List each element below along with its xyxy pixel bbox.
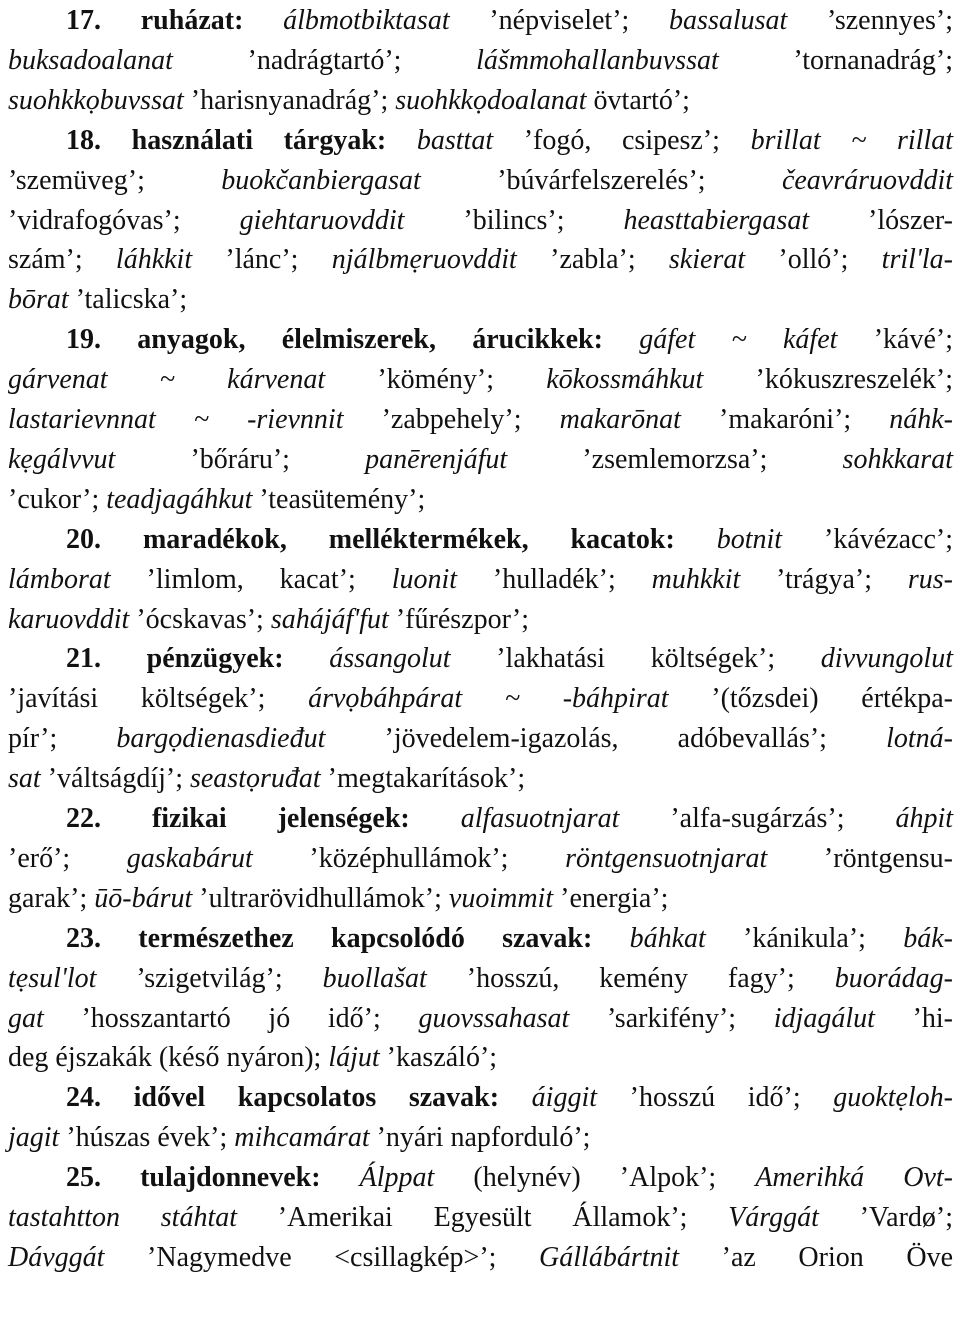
text-line [8, 761, 953, 797]
sami-term: gaskabárut [126, 842, 253, 874]
sami-term: ūō-bárut [94, 882, 193, 914]
sami-term: alfasuotnjarat [460, 803, 620, 834]
sami-term: tẹsul'lot [8, 962, 97, 994]
gloss-text: ’Nagymedve <csillagkép>’; [104, 1241, 540, 1273]
gloss-text: ’javítási költségek’; [8, 683, 309, 715]
gloss-text: ’erő’; [8, 842, 127, 874]
sami-term: lotná- [886, 723, 953, 755]
sami-term: sohkkarat [842, 443, 953, 475]
text-line [8, 522, 953, 558]
gloss-text [675, 524, 717, 555]
gloss-text: ’hulladék’; [457, 563, 652, 595]
sami-term: njálbmẹruovddit [331, 244, 517, 276]
gloss-text: ’hi- [874, 1002, 953, 1034]
gloss-text: ’tornanadrág’; [718, 44, 954, 76]
text-line [8, 43, 953, 79]
gloss-text: ’harisnyanadrág’; [183, 84, 396, 116]
section-heading: 20. maradékok, melléktermékek, kacatok: [66, 523, 675, 555]
gloss-text: ’megtakarítások’; [320, 763, 526, 795]
sami-term: muhkkit [651, 563, 741, 595]
text-line [8, 1200, 953, 1236]
gloss-text: ’Amerikai Egyesült Államok’; [237, 1202, 729, 1233]
gloss-text: ’hosszú, kemény fagy’; [426, 962, 835, 994]
gloss-text: ’kávézacc’; [782, 523, 954, 555]
sami-term: makarōnat [559, 404, 681, 435]
sami-term: lámborat [8, 563, 111, 595]
gloss-text: ’kókuszreszelék’; [703, 364, 953, 396]
gloss-text: ’cukor’; [8, 483, 107, 515]
sami-term: álbmotbiktasat [283, 5, 450, 36]
gloss-text [386, 125, 417, 156]
sami-term: Álppat [359, 1162, 435, 1194]
text-line [8, 1080, 953, 1116]
gloss-text: ’szemüveg’; [8, 164, 222, 196]
sami-term: lájut [328, 1042, 380, 1074]
gloss-text: (helynév) ’Alpok’; [434, 1162, 756, 1194]
sami-term: panērenjáfut [365, 443, 508, 475]
sami-term: seastọruđat [189, 763, 321, 795]
sami-term: karuovddit [8, 603, 130, 635]
sami-term: bargọdienasdieđut [116, 723, 326, 755]
text-line [8, 641, 953, 677]
sami-term: buksadoalanat [8, 44, 173, 76]
section-heading: 21. pénzügyek: [66, 643, 284, 675]
gloss-text: ’lakhatási költségek’; [450, 643, 821, 675]
sami-term: báhkat [629, 922, 706, 954]
gloss-text: pír’; [8, 723, 117, 755]
gloss-text: ’kömény’; [325, 364, 547, 396]
gloss-text: ’zsemlemorzsa’; [507, 443, 843, 475]
sami-term: Amerihká Ovt- [755, 1162, 954, 1194]
sami-term: bassalusat [669, 5, 788, 36]
sami-term: divvungolut [820, 643, 953, 675]
text-line [8, 681, 953, 717]
gloss-text: ’jövedelem-igazolás, adóbevallás’; [325, 723, 887, 755]
text-line [8, 721, 953, 757]
sami-term: giehtaruovddit [239, 204, 405, 236]
sami-term: tril'la- [881, 244, 953, 276]
sami-term: suohkkọdoalanat [395, 84, 587, 116]
gloss-text: ’zabpehely’; [343, 404, 560, 435]
gloss-text: ’Vardø’; [818, 1202, 954, 1233]
gloss-text: ’röntgensu- [767, 842, 953, 874]
text-line [8, 203, 953, 239]
sami-term: ássangolut [329, 643, 451, 675]
sami-term: lášmmohallanbuvssat [476, 44, 719, 76]
text-line [8, 562, 953, 598]
sami-term: gat [8, 1002, 44, 1034]
sami-term: gáfet ~ káfet [639, 324, 838, 356]
text-line [8, 362, 953, 398]
gloss-text: ’szigetvilág’; [96, 962, 323, 994]
gloss-text: ’bilincs’; [404, 204, 624, 236]
text-line [8, 442, 953, 478]
section-heading: 24. idővel kapcsolatos szavak: [66, 1082, 500, 1114]
sami-term: kōkossmáhkut [546, 364, 704, 396]
gloss-text: ’trágya’; [740, 563, 908, 595]
text-line [8, 881, 953, 917]
gloss-text: ’hosszantartó jó idő’; [43, 1002, 419, 1034]
sami-term: sat [8, 763, 41, 795]
gloss-text: ’hosszú idő’; [597, 1082, 834, 1114]
sami-term: saháјáf'fut [270, 603, 389, 635]
sami-term: Gállábártnit [539, 1241, 680, 1273]
sami-term: áhpit [895, 803, 953, 834]
text-line [8, 282, 953, 318]
sami-term: Várggát [728, 1202, 819, 1233]
sami-term: gárvenat ~ kárvenat [8, 364, 326, 396]
gloss-text: övtartó’; [586, 84, 690, 116]
gloss-text: ’lánc’; [192, 244, 332, 276]
gloss-text [243, 5, 283, 36]
section-heading: 25. tulajdonnevek: [66, 1162, 321, 1194]
gloss-text: ’kaszáló’; [379, 1042, 498, 1074]
text-line [8, 921, 953, 957]
text-line [8, 961, 953, 997]
text-line [8, 841, 953, 877]
sami-term: buorádag- [834, 962, 953, 994]
text-line [8, 482, 953, 518]
gloss-text: ’limlom, kacat’; [110, 563, 392, 595]
gloss-text: ’alfa-sugárzás’; [619, 803, 896, 834]
gloss-text: ’húszas évek’; [59, 1122, 235, 1154]
gloss-text [321, 1162, 360, 1193]
text-line [8, 242, 953, 278]
sami-term: rus- [907, 563, 954, 595]
text-line [8, 3, 953, 39]
gloss-text: ’középhullámok’; [252, 842, 566, 874]
sami-term: basttat [416, 124, 494, 156]
gloss-text: ’ultrarövidhullámok’; [192, 882, 449, 914]
sami-term: röntgensuotnjarat [565, 842, 768, 874]
gloss-text: ’bőráru’; [115, 443, 366, 475]
sami-term: kẹgálvvut [8, 443, 116, 475]
sami-term: buollašat [322, 962, 427, 994]
gloss-text: ’teasütemény’; [252, 483, 426, 515]
gloss-text: ’fűrészpor’; [388, 603, 530, 635]
section-heading: 22. fizikai jelenségek: [66, 803, 410, 834]
sami-term: tastahtton stáhtat [8, 1202, 238, 1233]
sami-term: brillat ~ rillat [750, 124, 954, 156]
text-line [8, 602, 953, 638]
text-line [8, 402, 953, 438]
sami-term: idjagálut [773, 1002, 875, 1034]
text-line [8, 1120, 953, 1156]
text-line [8, 163, 953, 199]
text-line [8, 322, 953, 358]
gloss-text: garak’; [8, 882, 95, 914]
text-line [8, 123, 953, 159]
sami-term: Dávggát [8, 1241, 105, 1273]
gloss-text [592, 923, 629, 954]
gloss-text: ’vidrafogóvas’; [8, 204, 240, 236]
gloss-text: deg éjszakák (késő nyáron); [8, 1042, 329, 1074]
sami-term: buokčanbiergasat [221, 164, 421, 196]
sami-term: áiggit [531, 1082, 598, 1114]
text-line [8, 1040, 953, 1076]
gloss-text: ’búvárfelszerelés’; [420, 164, 782, 196]
sami-term: teadjagáhkut [106, 483, 253, 515]
gloss-text: szám’; [8, 244, 116, 276]
sami-term: mihcamárat [234, 1122, 370, 1154]
sami-term: suohkkọbuvssat [8, 84, 184, 116]
gloss-text: ’kávé’; [837, 324, 953, 356]
sami-term: lastarievnnat ~ -rievnnit [8, 404, 344, 435]
gloss-text: ’szennyes’; [787, 5, 953, 36]
sami-term: árvọbáhpárat ~ -báhpirat [308, 683, 669, 715]
gloss-text [499, 1082, 532, 1113]
gloss-text: ’(tőzsdei) értékpa- [668, 683, 953, 715]
text-line [8, 801, 953, 837]
sami-term: skierat [668, 244, 746, 276]
gloss-text: ’zabla’; [516, 244, 669, 276]
gloss-text [284, 643, 330, 674]
gloss-text: ’az Orion Öve [679, 1241, 954, 1273]
gloss-text: ’energia’; [553, 882, 669, 914]
sami-term: bák- [903, 922, 953, 954]
gloss-text: ’makaróni’; [680, 404, 890, 435]
sami-term: náhk- [889, 404, 954, 435]
text-line [8, 1240, 953, 1276]
gloss-text: ’talicska’; [68, 284, 188, 316]
section-heading: 18. használati tárgyak: [66, 124, 387, 156]
sami-term: guovssahasat [418, 1002, 570, 1034]
sami-term: čeavráruovddit [781, 164, 953, 196]
text-line [8, 1001, 953, 1037]
gloss-text: ’sarkifény’; [569, 1002, 774, 1034]
section-heading: 17. ruházat: [66, 5, 244, 36]
sami-term: láhkkit [115, 244, 193, 276]
gloss-text: ’váltságdíj’; [40, 763, 190, 795]
gloss-text [603, 324, 639, 355]
sami-term: guoktẹloh- [833, 1082, 954, 1114]
gloss-text: ’olló’; [745, 244, 882, 276]
gloss-text: ’nyári napforduló’; [369, 1122, 591, 1154]
gloss-text: ’fogó, csipesz’; [493, 124, 751, 156]
gloss-text: ’népviselet’; [449, 5, 670, 36]
sami-term: vuoimmit [448, 882, 554, 914]
gloss-text: ’kánikula’; [705, 922, 904, 954]
sami-term: jagit [8, 1122, 60, 1154]
sami-term: bōrat [8, 284, 69, 316]
section-heading: 19. anyagok, élelmiszerek, árucikkek: [66, 324, 603, 356]
text-line [8, 1160, 953, 1196]
gloss-text: ’nadrágtartó’; [172, 44, 477, 76]
gloss-text: ’ócskavas’; [129, 603, 271, 635]
sami-term: botnit [716, 523, 783, 555]
sami-term: heasttabiergasat [623, 204, 810, 236]
text-line [8, 83, 953, 119]
gloss-text [410, 803, 461, 834]
sami-term: luonit [391, 563, 458, 595]
gloss-text: ’lószer- [809, 204, 953, 236]
section-heading: 23. természethez kapcsolódó szavak: [66, 922, 593, 954]
